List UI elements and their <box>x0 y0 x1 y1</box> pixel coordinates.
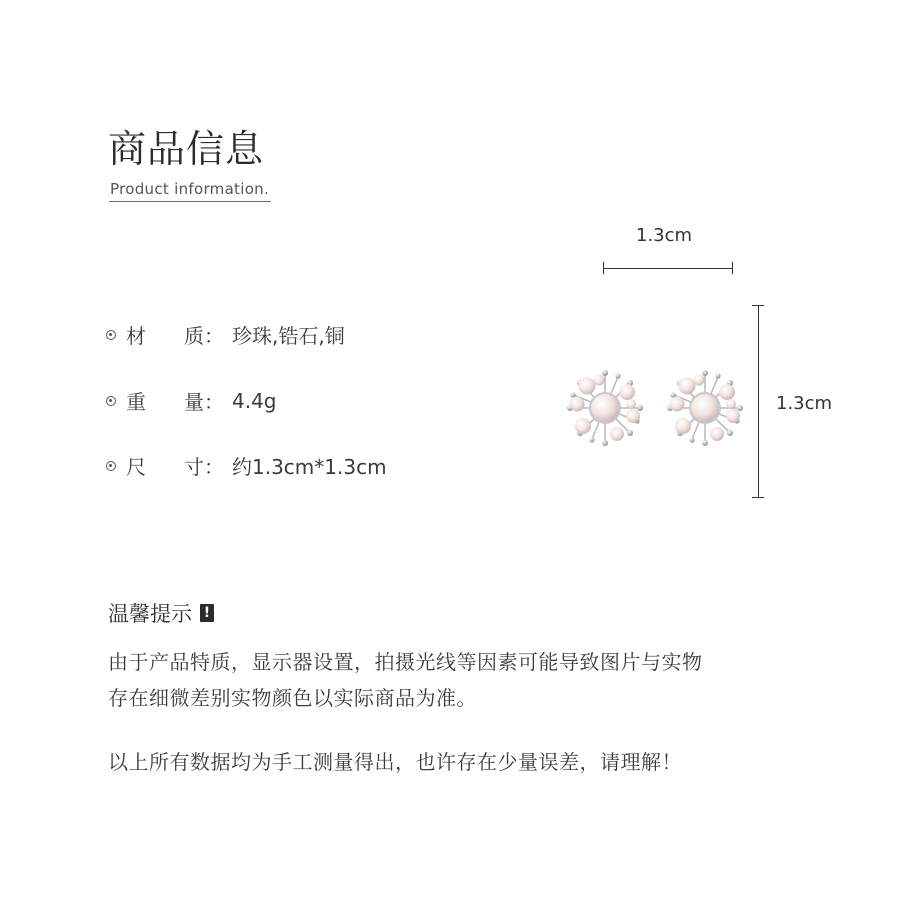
notice-title <box>108 598 214 628</box>
spec-value: 珍珠,锆石,铜 <box>232 324 345 348</box>
notice-line-1: 由于产品特质，显示器设置，拍摄光线等因素可能导致图片与实物 <box>108 650 703 674</box>
earrings-image <box>555 360 755 460</box>
page-title: 商品信息 <box>108 127 265 171</box>
spec-key-char: 寸： <box>184 455 224 479</box>
dimension-tick <box>752 305 764 306</box>
spec-key-char: 尺 <box>126 455 146 479</box>
notice-line-2: 存在细微差别实物颜色以实际商品为准。 <box>108 686 477 710</box>
dimension-tick <box>752 497 764 498</box>
spec-weight <box>106 386 277 415</box>
bullet-icon <box>106 330 116 340</box>
spec-value: 4.4g <box>232 388 277 413</box>
spec-value: 约1.3cm*1.3cm <box>232 455 387 479</box>
notice-line-3: 以上所有数据均为手工测量得出，也许存在少量误差，请理解！ <box>108 750 682 774</box>
subtitle-underline <box>109 201 271 202</box>
page-subtitle: Product information. <box>110 180 270 198</box>
spec-material <box>106 320 345 349</box>
dimension-tick <box>732 262 733 274</box>
earring-right <box>667 370 743 446</box>
spec-key-char: 重 <box>126 390 146 414</box>
spec-key-char: 质： <box>184 324 224 348</box>
exclamation-icon: ! <box>200 604 214 622</box>
width-dimension-line <box>603 268 733 269</box>
bullet-icon <box>106 396 116 406</box>
height-dimension-label: 1.3cm <box>776 393 833 414</box>
spec-key-char: 材 <box>126 324 146 348</box>
dimension-tick <box>603 262 604 274</box>
spec-size <box>106 451 387 480</box>
spec-key-char: 量： <box>184 390 224 414</box>
earring-left <box>567 370 643 446</box>
height-dimension-line <box>758 305 759 498</box>
width-dimension-label: 1.3cm <box>636 225 693 246</box>
bullet-icon <box>106 461 116 471</box>
notice-title-text: 温馨提示 <box>108 602 192 626</box>
